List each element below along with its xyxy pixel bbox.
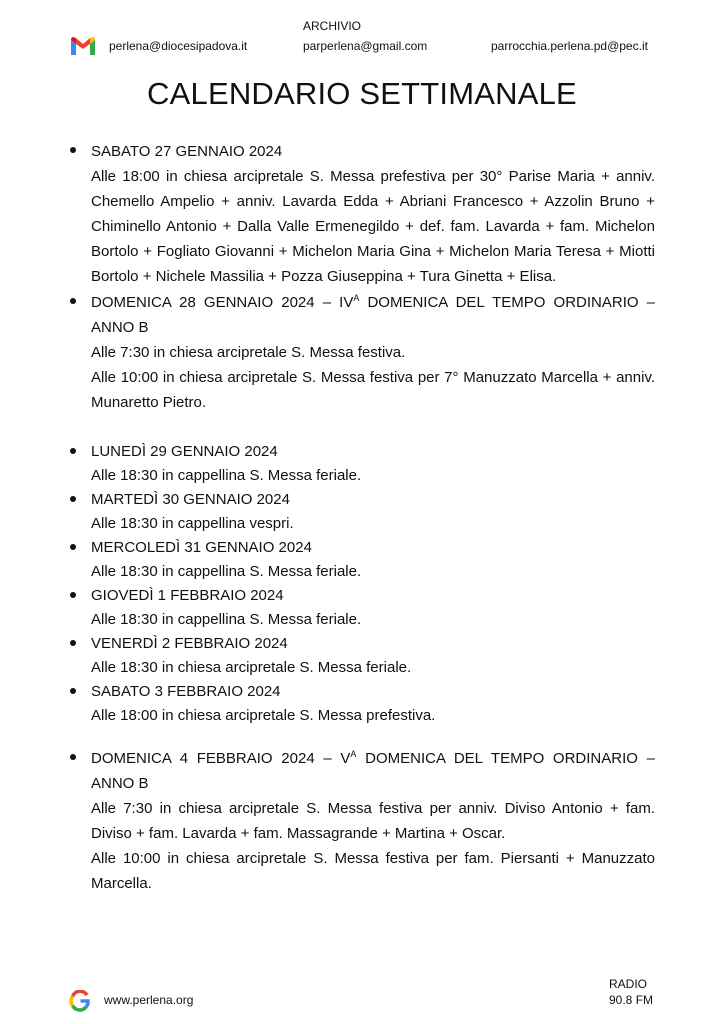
calendar-list — [91, 139, 655, 896]
bullet-icon — [70, 496, 76, 502]
header-email-pec[interactable]: parrocchia.perlena.pd@pec.it — [491, 39, 648, 53]
bullet-icon — [70, 592, 76, 598]
bullet-icon — [70, 298, 76, 304]
bullet-icon — [70, 688, 76, 694]
header-email-gmail[interactable]: parperlena@gmail.com — [303, 39, 428, 53]
header-archive: ARCHIVIO — [303, 19, 362, 33]
list-item — [91, 536, 655, 584]
list-item — [91, 680, 655, 728]
entry-heading: SABATO 27 GENNAIO 2024 — [91, 143, 283, 160]
entry-heading: DOMENICA 4 FEBBRAIO $2024 - V^A$ DOMENICA DEL TEMPO ORDINARIO – ANNO B — [91, 749, 655, 792]
list-item — [91, 746, 655, 896]
footer-radio-frequency: 90.8 FM — [609, 993, 654, 1007]
entry-line: Alle 18:30 in cappellina vespri. — [91, 515, 294, 532]
gmail-icon — [70, 36, 96, 56]
entry-line: Alle 18:30 in cappellina S. Messa feriale. — [91, 467, 362, 484]
bullet-icon — [70, 147, 76, 153]
list-item — [91, 440, 655, 488]
bullet-icon — [70, 544, 76, 550]
entry-line: Alle 18:30 in chiesa arcipretale S. Messa feriale. — [91, 659, 412, 676]
bullet-icon — [70, 754, 76, 760]
list-item — [91, 632, 655, 680]
entry-line: Alle 10:00 in chiesa arcipretale S. Messa festiva per fam. Piersanti + Manuzzato Marcella. — [91, 850, 655, 892]
entry-line: Alle 18:30 in cappellina S. Messa feriale. — [91, 563, 362, 580]
list-item — [91, 488, 655, 536]
entry-heading: MERCOLEDÌ 31 GENNAIO 2024 — [91, 539, 312, 556]
list-item — [91, 290, 655, 415]
entry-heading: MARTEDÌ 30 GENNAIO 2024 — [91, 491, 290, 508]
bullet-icon — [70, 448, 76, 454]
list-item — [91, 584, 655, 632]
entry-line: Alle 7:30 in chiesa arcipretale S. Messa festiva. — [91, 344, 406, 361]
list-item — [91, 139, 655, 289]
header-email-diocese[interactable]: perlena@diocesipadova.it — [109, 39, 248, 53]
entry-line: Alle 18:00 in chiesa arcipretale S. Messa prefestiva per 30° Parise Maria + anniv. Chemello Ampelio + anniv. Lavarda Edda + Abriani Francesco + Azzolin Bruno + Chiminello Antonio + Dalla Valle Ermenegildo + def. fam. Lavarda + fam. Michelon Bortolo + Fogliato Giovanni + Michelon Maria Gina + Michelon Maria Teresa + Miotti Bortolo + Nichele Massilia + Pozza Giuseppina + Tura Ginetta + Elisa. — [91, 168, 655, 285]
entry-line: Alle 18:00 in chiesa arcipretale S. Messa prefestiva. — [91, 707, 436, 724]
spacer — [91, 415, 655, 440]
footer-website[interactable]: www.perlena.org — [104, 993, 194, 1007]
entry-heading: SABATO 3 FEBBRAIO 2024 — [91, 683, 281, 700]
entry-heading: GIOVEDÌ 1 FEBBRAIO 2024 — [91, 587, 284, 604]
google-icon — [69, 990, 91, 1012]
entry-line: Alle 7:30 in chiesa arcipretale S. Messa festiva per anniv. Diviso Antonio + fam. Diviso + fam. Lavarda + fam. Massagrande + Martina + Oscar. — [91, 800, 655, 842]
entry-line: Alle 18:30 in cappellina S. Messa feriale. — [91, 611, 362, 628]
page-title: CALENDARIO SETTIMANALE — [147, 76, 577, 111]
entry-heading: VENERDÌ 2 FEBBRAIO 2024 — [91, 635, 288, 652]
bullet-icon — [70, 640, 76, 646]
footer-radio-label: RADIO — [609, 977, 648, 991]
entry-heading: LUNEDÌ 29 GENNAIO 2024 — [91, 443, 278, 460]
entry-line: Alle 10:00 in chiesa arcipretale S. Messa festiva per 7° Manuzzato Marcella + anniv. Munaretto Pietro. — [91, 369, 655, 411]
entry-heading: DOMENICA 28 GENNAIO $2024 - IV^A$ DOMENICA DEL TEMPO ORDINARIO – ANNO B — [91, 293, 655, 336]
